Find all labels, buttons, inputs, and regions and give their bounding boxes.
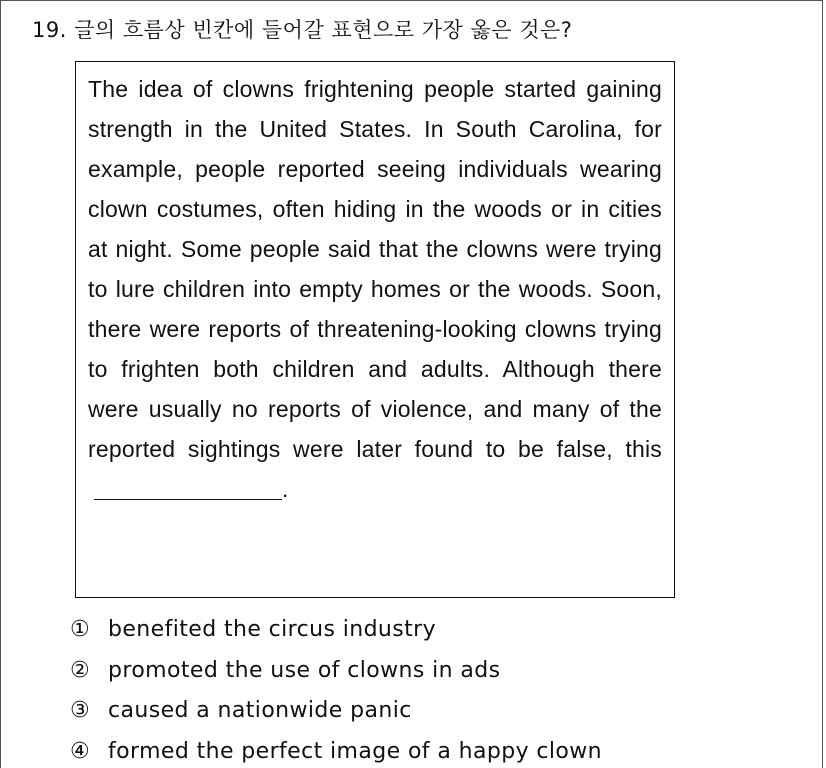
option-number: ④ xyxy=(70,738,91,764)
option-number: ③ xyxy=(70,698,91,723)
passage-box xyxy=(75,61,675,598)
option-number: ② xyxy=(70,657,91,683)
answer-option-3[interactable] xyxy=(70,691,602,732)
passage-text: The idea of clowns frightening people started gaining strength in the United States. In South Carolina, for example, people reported seeing individuals wearing clown costumes, often hiding in the woods or in cities at night. Some people said that the clowns were trying to lure children into empty homes or the woods. Soon, there were reports of threatening-looking clowns trying to frighten both children and adults. Although there were usually no reports of violence, and many of the reported sightings were later found to be false, this xyxy=(88,76,662,462)
question-title: 19. 글의 흐름상 빈칸에 들어갈 표현으로 가장 옳은 것은? xyxy=(32,18,573,42)
answer-option-2[interactable] xyxy=(70,651,602,692)
option-text: formed the perfect image of a happy clown xyxy=(108,738,602,764)
option-text: benefited the circus industry xyxy=(108,617,437,642)
answer-options xyxy=(70,610,602,768)
answer-option-1[interactable] xyxy=(70,610,602,651)
option-number: ① xyxy=(70,617,91,642)
option-text: promoted the use of clowns in ads xyxy=(108,657,501,683)
answer-option-4[interactable] xyxy=(70,732,602,768)
passage-end-punct: . xyxy=(282,476,289,502)
passage-paragraph xyxy=(88,69,662,509)
fill-in-blank xyxy=(94,475,282,500)
option-text: caused a nationwide panic xyxy=(108,698,412,723)
